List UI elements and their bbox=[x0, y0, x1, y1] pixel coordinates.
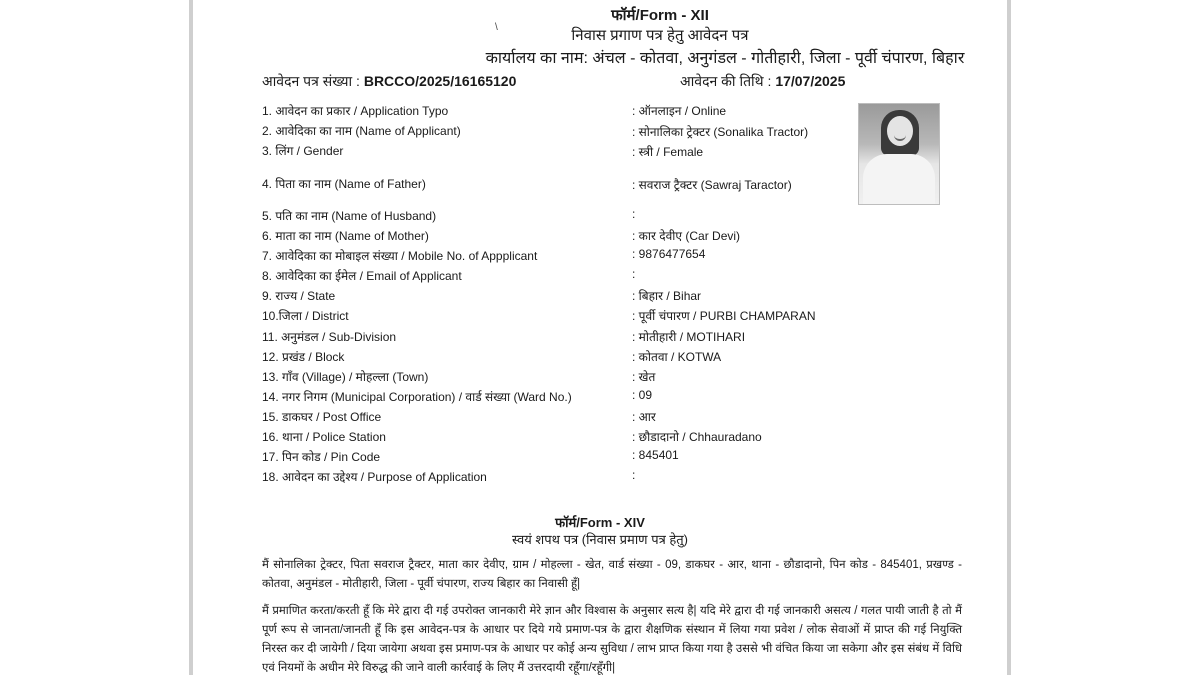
field-value-post-office: : आर bbox=[632, 410, 656, 424]
form-xiv-number: फॉर्म/Form - XIV bbox=[555, 515, 645, 530]
field-label-pin-code: 17. पिन कोड / Pin Code bbox=[262, 450, 381, 464]
field-label-post-office: 15. डाकघर / Post Office bbox=[262, 410, 382, 424]
field-value-gender: : स्त्री / Female bbox=[632, 145, 704, 159]
field-label-husband-name: 5. पति का नाम (Name of Husband) bbox=[262, 209, 437, 223]
field-label-district: 10.जिला / District bbox=[262, 309, 349, 323]
field-label-ward: 14. नगर निगम (Municipal Corporation) / वार्ड संख्या (Ward No.) bbox=[262, 390, 572, 404]
page-border-left bbox=[189, 0, 193, 675]
field-label-sub-division: 11. अनुमंडल / Sub-Division bbox=[262, 330, 397, 344]
affidavit-residence-paragraph: मैं सोनालिका ट्रेक्टर, पिता सवराज ट्रैक्टर, माता कार देवीए, ग्राम / मोहल्ला - खेत, वार्ड संख्या - 09, डाकघर - आर, थाना - छौडादानो, पिन कोड - 845401, प्रखण्ड - कोतवा, अनुमंडल - मोतीहारी, जिला - पूर्वी चंपारण, राज्य बिहार का निवासी हूँ| bbox=[262, 559, 962, 590]
photo-face bbox=[887, 116, 913, 146]
field-value-applicant-name: : सोनालिका ट्रेक्टर (Sonalika Tractor) bbox=[632, 125, 809, 139]
field-value-block: : कोतवा / KOTWA bbox=[632, 350, 722, 364]
application-date bbox=[680, 72, 845, 91]
form-xii-number: फॉर्म/Form - XII bbox=[611, 7, 709, 24]
photo-body bbox=[863, 154, 935, 204]
field-label-father-name: 4. पिता का नाम (Name of Father) bbox=[262, 177, 426, 191]
field-label-email: 8. आवेदिका का ईमेल / Email of Applicant bbox=[262, 269, 462, 283]
field-value-application-type: : ऑनलाइन / Online bbox=[632, 104, 727, 118]
scan-speck: \ bbox=[495, 22, 498, 33]
field-value-pin-code: : 845401 bbox=[632, 448, 679, 462]
field-value-district: : पूर्वी चंपारण / PURBI CHAMPARAN bbox=[632, 309, 816, 323]
field-value-mobile: : 9876477654 bbox=[632, 247, 706, 261]
field-value-village-town: : खेत bbox=[632, 370, 656, 384]
field-label-gender: 3. लिंग / Gender bbox=[262, 144, 344, 158]
office-name: कार्यालय का नाम: अंचल - कोतवा, अनुगंडल - गोतीहारी, जिला - पूर्वी चंपारण, बिहार bbox=[485, 50, 965, 67]
field-label-applicant-name: 2. आवेदिका का नाम (Name of Applicant) bbox=[262, 124, 461, 138]
field-value-email: : bbox=[632, 267, 636, 281]
field-label-application-type: 1. आवेदन का प्रकार / Application Typo bbox=[262, 104, 449, 118]
field-label-state: 9. राज्य / State bbox=[262, 289, 336, 303]
form-xii-title: निवास प्रगाण पत्र हेतु आवेदन पत्र bbox=[571, 27, 749, 44]
field-value-sub-division: : मोतीहारी / MOTIHARI bbox=[632, 330, 746, 344]
page-border-right bbox=[1007, 0, 1011, 675]
application-number bbox=[262, 72, 516, 91]
application-number-value: BRCCO/2025/16165120 bbox=[363, 73, 517, 89]
field-label-police-station: 16. थाना / Police Station bbox=[262, 430, 386, 444]
field-value-state: : बिहार / Bihar bbox=[632, 289, 702, 303]
field-label-block: 12. प्रखंड / Block bbox=[262, 350, 345, 364]
application-date-value: 17/07/2025 bbox=[775, 73, 846, 89]
field-label-mobile: 7. आवेदिका का मोबाइल संख्या / Mobile No. of Appplicant bbox=[262, 249, 538, 263]
field-label-purpose: 18. आवेदन का उद्देश्य / Purpose of Application bbox=[262, 470, 487, 484]
applicant-photo bbox=[858, 103, 940, 205]
field-value-purpose: : bbox=[632, 468, 636, 482]
affidavit-declaration-paragraph: मैं प्रमाणित करता/करती हूँ कि मेरे द्वारा दी गई उपरोक्त जानकारी मेरे ज्ञान और विश्वास के अनुसार सत्य है| यदि मेरे द्वारा दी गई जानकारी असत्य / गलत पायी जाती है तो मैं पूर्ण रूप से जानता/जानती हूँ कि इस आवेदन-पत्र के आधार पर दिये गये प्रमाण-पत्र के द्वारा शैक्षणिक संस्थान में लिया गया प्रवेश / लोक सेवाओं में प्राप्त की गई नियुक्ति निरस्त कर दी जायेगी / दिया जायेगा अथवा इस प्रमाण-पत्र के आधार पर कोई अन्य सुविधा / लाभ प्राप्त किया गया है उससे भी वंचित किया जा सकेगा और इस संबंध में विधि एवं नियमों के अधीन मेरे विरुद्ध की जाने वाली कार्रवाई के लिए मैं उत्तरदायी रहूँगा/रहूँगी| bbox=[262, 605, 962, 674]
application-number-label: आवेदन पत्र संख्या : bbox=[262, 73, 364, 89]
document-page bbox=[194, 0, 1006, 675]
field-value-husband-name: : bbox=[632, 207, 636, 221]
field-label-village-town: 13. गाँव (Village) / मोहल्ला (Town) bbox=[262, 370, 429, 384]
field-value-ward: : 09 bbox=[632, 388, 653, 402]
field-value-father-name: : सवराज ट्रैक्टर (Sawraj Taractor) bbox=[632, 178, 792, 192]
field-label-mother-name: 6. माता का नाम (Name of Mother) bbox=[262, 229, 429, 243]
field-value-mother-name: : कार देवीए (Car Devi) bbox=[632, 229, 741, 243]
application-date-label: आवेदन की तिथि : bbox=[680, 73, 776, 89]
form-xiv-title: स्वयं शपथ पत्र (निवास प्रमाण पत्र हेतु) bbox=[511, 532, 689, 547]
field-value-police-station: : छौडादानो / Chhauradano bbox=[632, 430, 762, 444]
